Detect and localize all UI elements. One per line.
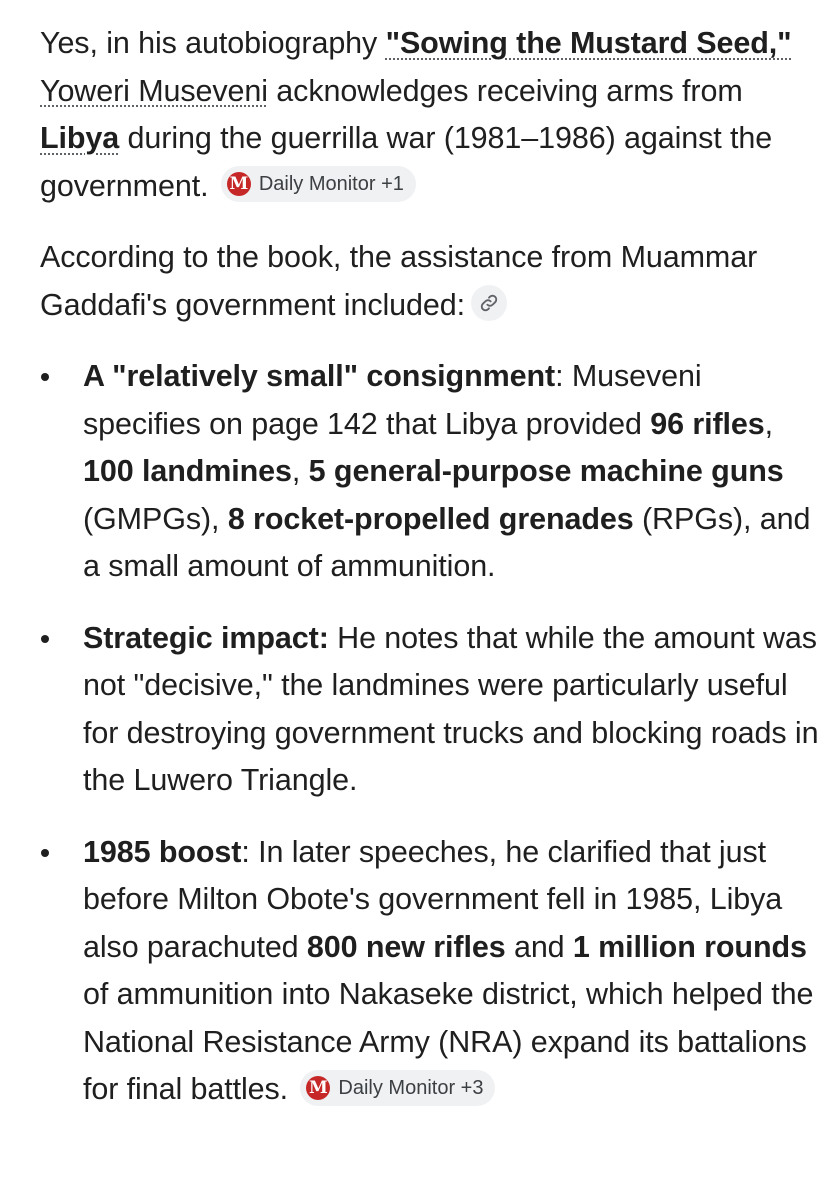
bullet-bold: 8 rocket-propelled grenades (227, 501, 634, 536)
bullet-text: (GMPGs), (83, 501, 228, 536)
bullet-heading: 1985 boost (83, 834, 242, 869)
lead-text: According to the book, the assistance from Muammar Gaddafi's government included: (40, 240, 758, 322)
bullet-text: , (291, 454, 309, 488)
daily-monitor-logo-icon: M (227, 172, 251, 196)
list-item (40, 829, 820, 1114)
bullet-text: (RPGs), and a small amount of ammunition. (83, 501, 811, 583)
intro-text-1: Yes, in his autobiography (40, 26, 386, 60)
list-item (40, 615, 820, 805)
bullet-heading: Strategic impact: (83, 620, 329, 655)
country-link[interactable]: Libya (40, 121, 120, 155)
bullet-bold: 800 new rifles (306, 929, 506, 964)
source-chip-daily-monitor[interactable] (221, 166, 416, 202)
intro-text-3: acknowledges receiving arms from (267, 73, 743, 108)
assistance-list (40, 353, 820, 1114)
book-title-link[interactable]: "Sowing the Mustard Seed," (385, 26, 792, 60)
bullet-text: : Museveni specifies on page 142 that Libya provided (83, 359, 702, 441)
bullet-bold: 96 rifles (650, 406, 765, 441)
author-link[interactable]: Yoweri Museveni (40, 73, 268, 108)
bullet-text: : In later speeches, he clarified that just before Milton Obote's government fell in 1985, Libya also parachuted (83, 834, 783, 964)
source-chip-label: Daily Monitor +3 (338, 1076, 484, 1099)
bullet-bold: 5 general-purpose machine guns (308, 454, 784, 488)
source-chip-daily-monitor[interactable] (300, 1070, 495, 1106)
intro-text-4: during the guerrilla war (1981–1986) against the government. (40, 121, 773, 203)
bullet-heading: A "relatively small" consignment (83, 359, 556, 393)
source-chip-label: Daily Monitor +1 (258, 173, 404, 196)
intro-paragraph (40, 20, 820, 210)
bullet-text: He notes that while the amount was not "decisive," the landmines were particularly useful for destroying government trucks and blocking roads in the Luwero Triangle. (83, 620, 819, 797)
link-icon[interactable] (471, 285, 507, 321)
bullet-text: of ammunition into Nakaseke district, which helped the National Resistance Army (NRA) expand its battalions for final battles. (83, 977, 814, 1106)
bullet-text: and (505, 929, 573, 964)
bullet-bold: 1 million rounds (572, 929, 807, 964)
response-body (40, 20, 820, 1138)
list-item (40, 353, 820, 591)
lead-paragraph (40, 234, 820, 329)
bullet-bold: 100 landmines (83, 454, 292, 488)
bullet-text: , (764, 406, 774, 441)
daily-monitor-logo-icon: M (306, 1076, 330, 1100)
